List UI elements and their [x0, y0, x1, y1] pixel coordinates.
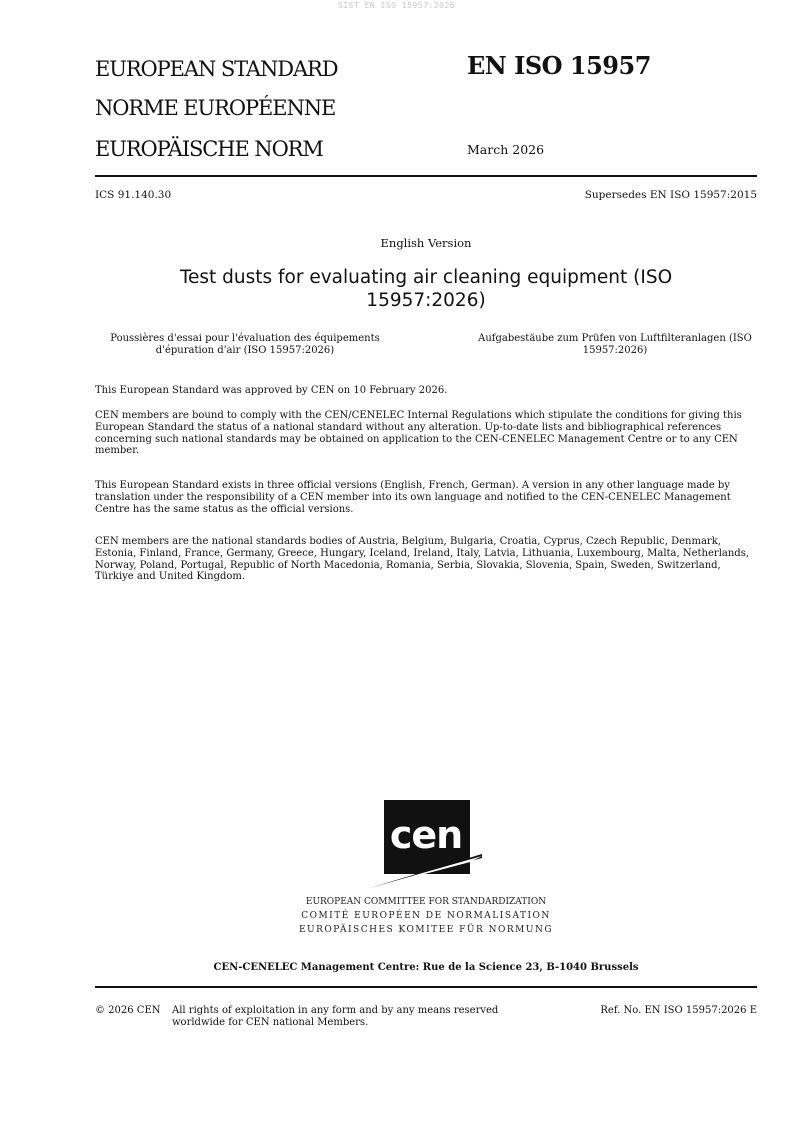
standard-name-german: EUROPÄISCHE NORM — [95, 137, 323, 161]
regulations-paragraph: CEN members are bound to comply with the CEN/CENELEC Internal Regulations which stipulate the conditions for giving this European Standard the status of a national standard without any alteration. Up-to-date lists and bibliographical references concerning such national standards may be obtained on application to the CEN-CENELEC Management Centre or to any CEN member. — [95, 410, 742, 457]
standard-name-french: NORME EUROPÉENNE — [95, 96, 336, 120]
header-divider — [95, 175, 757, 177]
copyright: © 2026 CEN — [95, 1005, 161, 1016]
language-version: English Version — [380, 236, 472, 250]
cen-logo — [370, 800, 482, 890]
document-date: March 2026 — [467, 142, 545, 157]
rights-notice: All rights of exploitation in any form and by any means reserved worldwide for CEN national Members. — [172, 1005, 499, 1028]
french-title: Poussières d'essai pour l'évaluation des équipements d'épuration d'air (ISO 15957:2026) — [110, 333, 380, 356]
cen-logo-text: cen — [389, 813, 463, 857]
standard-name-english: EUROPEAN STANDARD — [95, 57, 338, 81]
committee-name-english: EUROPEAN COMMITTEE FOR STANDARDIZATION — [305, 897, 547, 907]
management-centre: CEN-CENELEC Management Centre: Rue de la Science 23, B-1040 Brussels — [213, 962, 639, 973]
document-title: Test dusts for evaluating air cleaning equipment (ISO 15957:2026) — [179, 267, 673, 311]
watermark: SIST EN ISO 15957:2026 — [338, 1, 455, 10]
members-paragraph: CEN members are the national standards bodies of Austria, Belgium, Bulgaria, Croatia, Cyprus, Czech Republic, Denmark, Estonia, Finland, France, Germany, Greece, Hungary, Iceland, Ireland, Italy, Latvia, Lithuania, Luxembourg, Malta, Netherlands, Norway, Poland, Portugal, Republic of North Macedonia, Romania, Serbia, Slovakia, Slovenia, Spain, Sweden, Switzerland, Türkiye and United Kingdom. — [95, 536, 750, 583]
committee-name-german: EUROPÄISCHES KOMITEE FÜR NORMUNG — [298, 925, 554, 935]
footer-divider — [95, 986, 757, 988]
approval-paragraph: This European Standard was approved by CEN on 10 February 2026. — [95, 385, 448, 396]
committee-name-french: COMITÉ EUROPÉEN DE NORMALISATION — [301, 911, 551, 921]
supersedes-note: Supersedes EN ISO 15957:2015 — [584, 189, 757, 201]
german-title: Aufgabestäube zum Prüfen von Luftfilteranlagen (ISO 15957:2026) — [478, 333, 752, 356]
document-number: EN ISO 15957 — [467, 51, 651, 80]
reference-number: Ref. No. EN ISO 15957:2026 E — [600, 1005, 757, 1016]
versions-paragraph: This European Standard exists in three official versions (English, French, German). A version in any other language made by translation under the responsibility of a CEN member into its own language and notified to the CEN-CENELEC Management Centre has the same status as the official versions. — [95, 480, 731, 515]
ics-code: ICS 91.140.30 — [95, 189, 172, 201]
